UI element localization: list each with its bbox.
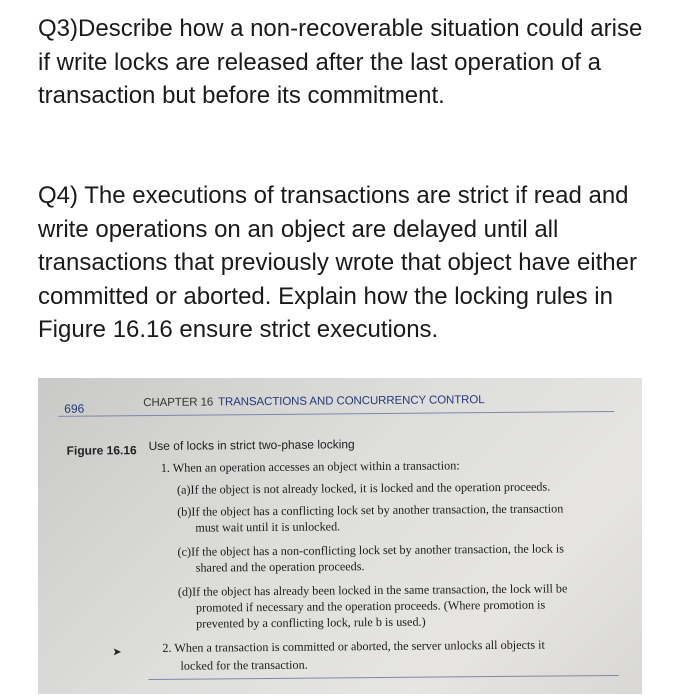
textbook-photo bbox=[38, 378, 642, 694]
header-rule bbox=[58, 411, 614, 417]
chapter-number: CHAPTER 16 bbox=[143, 396, 214, 410]
rule-2: 2. When a transaction is committed or aborted, the server unlocks all objects it bbox=[162, 637, 545, 655]
figure-label: Figure 16.16 bbox=[66, 443, 137, 458]
question-4-text: Q4) The executions of transactions are strict if read and write operations on an object are delayed until all transactions that previously wrote that object have either committed or aborted. Explain how the locking rules in Figure 16.16 ensure strict executions. bbox=[38, 182, 637, 343]
rule-1d-cont-2: prevented by a conflicting lock, rule b is used.) bbox=[196, 614, 426, 631]
rule-1a: (a)If the object is not already locked, it is locked and the operation proceeds. bbox=[176, 479, 551, 497]
figure-title: Use of locks in strict two-phase locking bbox=[148, 437, 355, 454]
rule-1c: (c)If the object has a non-conflicting lock set by another transaction, the lock is bbox=[177, 541, 565, 559]
textbook-page bbox=[38, 378, 642, 694]
rule-1d: (d)If the object has already been locked in the same transaction, the lock will be bbox=[177, 581, 568, 599]
page-number: 696 bbox=[64, 401, 85, 416]
chapter-title: TRANSACTIONS AND CONCURRENCY CONTROL bbox=[217, 394, 485, 409]
chapter-header bbox=[143, 394, 484, 409]
rule-2-cont: locked for the transaction. bbox=[180, 657, 308, 673]
rule-1c-cont: shared and the operation proceeds. bbox=[195, 559, 365, 575]
rule-1d-cont-1: promoted if necessary and the operation proceeds. (Where promotion is bbox=[195, 597, 546, 615]
rule-1b-cont: must wait until it is unlocked. bbox=[195, 519, 341, 535]
question-3-text: Q3)Describe how a non-recoverable situation could arise if write locks are released after the last operation of a transaction but before its commitment. bbox=[38, 15, 643, 109]
rule-1-intro: 1. When an operation accesses an object within a transaction: bbox=[160, 458, 460, 475]
rule-1b: (b)If the object has a conflicting lock set by another transaction, the transaction bbox=[177, 501, 564, 519]
cursor-arrow-icon: ➤ bbox=[112, 646, 122, 659]
footer-rule bbox=[149, 675, 619, 680]
